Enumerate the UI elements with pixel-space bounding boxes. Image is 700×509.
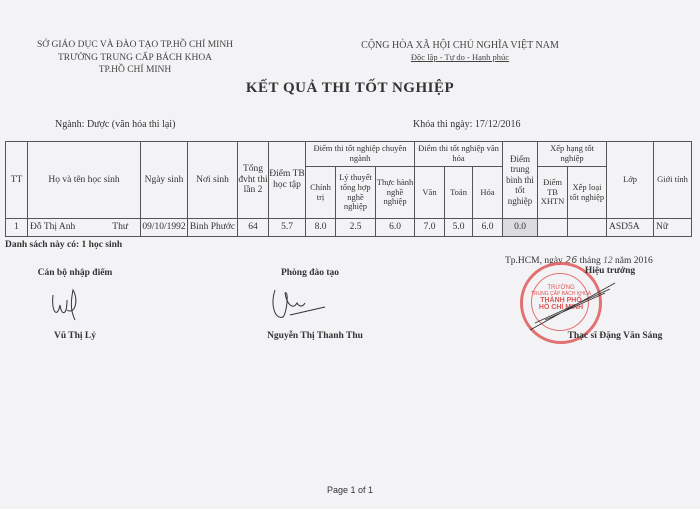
table-row <box>6 219 692 237</box>
date-line <box>505 255 653 266</box>
col-rank-score: Điểm TB XHTN <box>538 167 568 219</box>
signer-name-1: Vũ Thị Lý <box>53 331 97 341</box>
results-table <box>5 141 692 237</box>
page-number: Page 1 of 1 <box>326 485 374 495</box>
col-math: Toán <box>445 167 473 219</box>
major-label: Ngành: Dược (văn hóa thi lại) <box>55 119 176 130</box>
exam-date: Khóa thi ngày: 17/12/2016 <box>413 119 521 130</box>
group-culture: Điểm thi tốt nghiệp văn hóa <box>415 142 503 167</box>
date-prefix: Tp.HCM, ngày <box>505 256 563 266</box>
col-theory: Lý thuyết tổng hợp nghề nghiệp <box>336 167 376 219</box>
cell-rank-class <box>568 219 607 237</box>
cell-credits: 64 <box>238 219 269 237</box>
signature-3 <box>525 275 625 335</box>
cell-practice: 6.0 <box>376 219 415 237</box>
signer-name-3: Thạc sĩ Đặng Văn Sáng <box>567 331 663 341</box>
signature-2 <box>265 285 340 325</box>
header-school: TRƯỜNG TRUNG CẤP BÁCH KHOA <box>57 53 213 63</box>
cell-rank-score <box>538 219 568 237</box>
col-avg: Điểm trung bình thi tốt nghiệp <box>503 142 538 219</box>
col-practice: Thực hành nghề nghiệp <box>376 167 415 219</box>
header-city: TP.HỒ CHÍ MINH <box>98 65 172 75</box>
col-tt: TT <box>6 142 28 219</box>
cell-math: 5.0 <box>445 219 473 237</box>
cell-chem: 6.0 <box>473 219 503 237</box>
cell-name-first: Đỗ Thị Anh <box>30 222 76 233</box>
signer-role-1: Cán bộ nhập điểm <box>37 268 113 278</box>
cell-lit: 7.0 <box>415 219 445 237</box>
cell-politics: 8.0 <box>306 219 336 237</box>
cell-gpa: 5.7 <box>269 219 306 237</box>
col-chem: Hóa <box>473 167 503 219</box>
cell-name <box>28 219 141 237</box>
signer-role-3: Hiệu trưởng <box>584 266 636 276</box>
date-day: 26 <box>565 255 578 266</box>
cell-dob: 09/10/1992 <box>141 219 188 237</box>
header-agency: SỞ GIÁO DỤC VÀ ĐÀO TẠO TP.HỒ CHÍ MINH <box>36 40 234 50</box>
date-month-word: tháng <box>579 256 601 266</box>
col-name: Họ và tên học sinh <box>28 142 141 219</box>
group-rank: Xếp hạng tốt nghiệp <box>538 142 607 167</box>
col-gpa: Điểm TB học tập <box>269 142 306 219</box>
header-country: CỘNG HÒA XÃ HỘI CHỦ NGHĨA VIỆT NAM <box>361 40 559 51</box>
col-class: Lớp <box>607 142 654 219</box>
date-month: 12 <box>603 256 613 266</box>
school-stamp: TRƯỜNG TRUNG CẤP BÁCH KHOA THÀNH PHỐ HỒ CHÍ MINH <box>520 262 602 344</box>
cell-theory: 2.5 <box>336 219 376 237</box>
col-pob: Nơi sinh <box>188 142 238 219</box>
col-credits: Tổng đvht thi lần 2 <box>238 142 269 219</box>
date-year: năm 2016 <box>615 256 653 266</box>
signer-role-2: Phòng đào tạo <box>280 268 340 278</box>
col-rank-class: Xếp loại tốt nghiệp <box>568 167 607 219</box>
cell-gender: Nữ <box>654 219 692 237</box>
cell-tt: 1 <box>6 219 28 237</box>
col-gender: Giới tính <box>654 142 692 219</box>
page-title: KẾT QUẢ THI TỐT NGHIỆP <box>245 80 455 96</box>
header-motto: Độc lập - Tự do - Hạnh phúc <box>410 52 510 62</box>
cell-pob: Bình Phước <box>188 219 238 237</box>
cell-name-last: Thư <box>112 222 128 233</box>
cell-avg: 0.0 <box>503 219 538 237</box>
signature-1 <box>45 285 85 325</box>
col-dob: Ngày sinh <box>141 142 188 219</box>
signer-name-2: Nguyễn Thị Thanh Thu <box>267 331 363 341</box>
group-major: Điểm thi tốt nghiệp chuyên ngành <box>306 142 415 167</box>
summary: Danh sách này có: 1 học sinh <box>5 240 123 250</box>
col-lit: Văn <box>415 167 445 219</box>
col-politics: Chính trị <box>306 167 336 219</box>
cell-class: ASD5A <box>607 219 654 237</box>
